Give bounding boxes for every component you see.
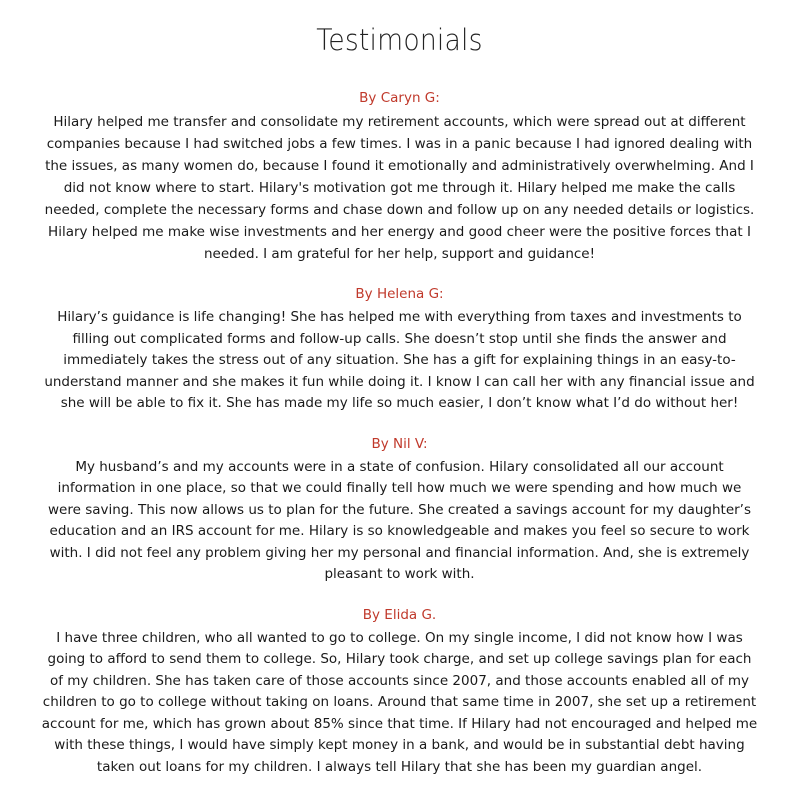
testimonial-caryn [40,90,759,265]
testimonial-author: By Nil V: [371,435,428,452]
testimonial-text: Hilary helped me transfer and consolidate my retirement accounts, which were spread out at different companies because I had switched jobs a few times. I was in a panic because I had ignored dealing with the issues, as many women do, because I found it emotionally and administratively overwhelming. And I did not know where to start. Hilary's motivation got me through it. Hilary helped me make the calls needed, complete the necessary forms and chase down and follow up on any needed details or logistics. Hilary helped me make wise investments and her energy and good cheer were the positive forces that I needed. I am grateful for her help, support and guidance! [44,114,755,262]
testimonial-helena [40,286,759,415]
testimonial-author: By Caryn G: [359,90,440,106]
testimonial-elida [40,607,759,779]
page-title: Testimonials [316,23,483,57]
testimonial-text: I have three children, who all wanted to go to college. On my single income, I did not know how I was going to afford to send them to college. So, Hilary took charge, and set up college savings plan for each of my children. She has taken care of those accounts since 2007, and those accounts enabled all of my children to go to college without taking on loans. Around that same time in 2007, she set up a retirement account for me, which has grown about 85% since that time. If Hilary had not encouraged and helped me with these things, I would have simply kept money in a bank, and would be in substantial debt having taken out loans for my children. I always tell Hilary that she has been my guardian angel. [41,629,758,775]
testimonial-author: By Elida G. [362,606,437,623]
testimonial-nil [40,436,759,586]
testimonial-text: My husband’s and my accounts were in a state of confusion. Hilary consolidated all our account information in one place, so that we could finally tell how much we were spending and how much we were saving. This now allows us to plan for the future. She created a savings account for my daughter’s education and an IRS account for me. Hilary is so knowledgeable and makes you feel so secure to work with. I did not feel any problem giving her my personal and financial information. And, she is extremely pleasant to work with. [48,458,751,582]
testimonial-text: Hilary’s guidance is life changing! She has helped me with everything from taxes and investments to filling out complicated forms and follow-up calls. She doesn’t stop until she finds the answer and immediately takes the stress out of any situation. She has a gift for explaining things in an easy-to-understand manner and she makes it fun while doing it. I know I can call her with any financial issue and she will be able to fix it. She has made my life so much easier, I don’t know what I’d do without her! [44,309,755,411]
testimonial-author: By Helena G: [355,286,444,302]
